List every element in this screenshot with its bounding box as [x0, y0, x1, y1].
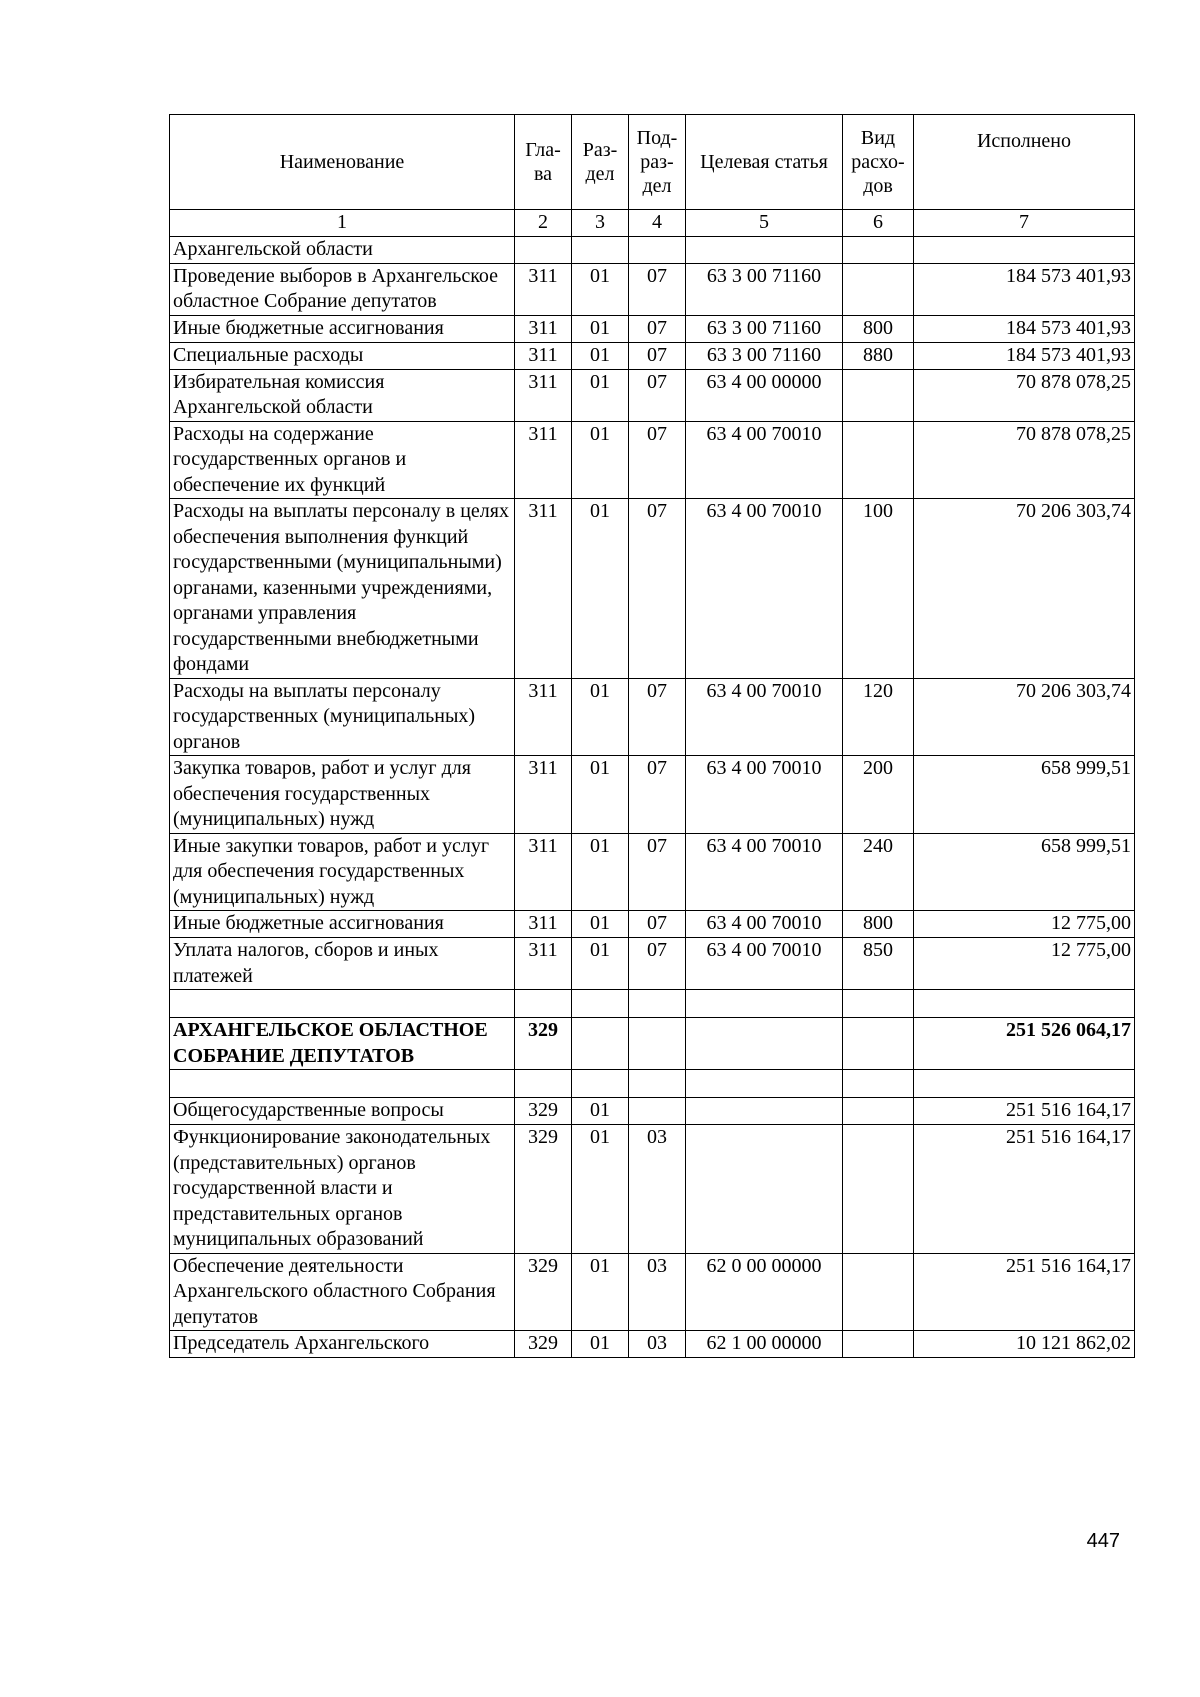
row-vid — [843, 263, 914, 315]
header-vid: Вид расхо- дов — [843, 115, 914, 210]
row-amount: 658 999,51 — [914, 833, 1135, 911]
row-statya: 63 3 00 71160 — [686, 263, 843, 315]
table-row — [170, 1125, 1135, 1254]
row-amount: 251 516 164,17 — [914, 1098, 1135, 1125]
column-number: 5 — [686, 210, 843, 237]
row-podrazdel: 07 — [629, 342, 686, 369]
row-vid: 880 — [843, 342, 914, 369]
table-row-total — [170, 1018, 1135, 1070]
row-amount: 251 526 064,17 — [914, 1018, 1135, 1070]
row-vid — [843, 236, 914, 263]
row-vid: 120 — [843, 678, 914, 756]
row-statya — [686, 1070, 843, 1098]
row-vid — [843, 1331, 914, 1358]
table-row-blank — [170, 990, 1135, 1018]
row-name: Расходы на выплаты персоналу государственных (муниципальных) органов — [170, 678, 515, 756]
table-row — [170, 369, 1135, 421]
row-razdel: 01 — [572, 315, 629, 342]
row-podrazdel: 03 — [629, 1253, 686, 1331]
row-name: Иные бюджетные ассигнования — [170, 315, 515, 342]
row-glava: 311 — [515, 315, 572, 342]
row-razdel: 01 — [572, 911, 629, 938]
row-glava: 329 — [515, 1125, 572, 1254]
row-razdel: 01 — [572, 1125, 629, 1254]
row-glava: 329 — [515, 1018, 572, 1070]
row-glava: 329 — [515, 1098, 572, 1125]
row-podrazdel: 03 — [629, 1331, 686, 1358]
row-glava: 311 — [515, 421, 572, 499]
row-name: Архангельской области — [170, 236, 515, 263]
row-statya: 63 4 00 70010 — [686, 833, 843, 911]
row-razdel: 01 — [572, 1098, 629, 1125]
row-amount: 251 516 164,17 — [914, 1253, 1135, 1331]
header-razdel: Раз- дел — [572, 115, 629, 210]
row-razdel: 01 — [572, 1331, 629, 1358]
column-number: 2 — [515, 210, 572, 237]
row-glava: 311 — [515, 938, 572, 990]
row-vid: 850 — [843, 938, 914, 990]
table-row-blank — [170, 1070, 1135, 1098]
row-razdel: 01 — [572, 369, 629, 421]
row-amount: 70 878 078,25 — [914, 369, 1135, 421]
row-vid — [843, 1018, 914, 1070]
row-name: Избирательная комиссия Архангельской области — [170, 369, 515, 421]
row-amount: 12 775,00 — [914, 911, 1135, 938]
row-razdel — [572, 1070, 629, 1098]
row-amount — [914, 236, 1135, 263]
row-vid — [843, 1098, 914, 1125]
column-number: 7 — [914, 210, 1135, 237]
row-statya: 63 4 00 70010 — [686, 756, 843, 834]
table-row — [170, 1098, 1135, 1125]
table-row — [170, 1331, 1135, 1358]
row-vid — [843, 1125, 914, 1254]
row-name — [170, 990, 515, 1018]
table-row — [170, 833, 1135, 911]
row-glava: 311 — [515, 911, 572, 938]
row-name — [170, 1070, 515, 1098]
row-vid — [843, 421, 914, 499]
row-name: Расходы на содержание государственных органов и обеспечение их функций — [170, 421, 515, 499]
header-row — [170, 115, 1135, 210]
row-glava: 311 — [515, 833, 572, 911]
row-podrazdel: 07 — [629, 369, 686, 421]
row-amount: 184 573 401,93 — [914, 342, 1135, 369]
header-statya: Целевая статья — [686, 115, 843, 210]
page-number: 447 — [1086, 1530, 1120, 1552]
header-glava: Гла- ва — [515, 115, 572, 210]
row-name: Закупка товаров, работ и услуг для обеспечения государственных (муниципальных) нужд — [170, 756, 515, 834]
column-number: 1 — [170, 210, 515, 237]
row-statya — [686, 1125, 843, 1254]
header-name: Наименование — [170, 115, 515, 210]
row-vid: 800 — [843, 911, 914, 938]
row-razdel: 01 — [572, 678, 629, 756]
row-glava: 311 — [515, 369, 572, 421]
table-row — [170, 756, 1135, 834]
row-podrazdel — [629, 236, 686, 263]
row-name: Председатель Архангельского — [170, 1331, 515, 1358]
row-vid — [843, 1253, 914, 1331]
table-row — [170, 678, 1135, 756]
row-statya — [686, 236, 843, 263]
table-row — [170, 911, 1135, 938]
row-name: Общегосударственные вопросы — [170, 1098, 515, 1125]
row-razdel: 01 — [572, 499, 629, 679]
table-row — [170, 938, 1135, 990]
row-statya: 63 4 00 70010 — [686, 938, 843, 990]
row-statya: 62 0 00 00000 — [686, 1253, 843, 1331]
row-name: Уплата налогов, сборов и иных платежей — [170, 938, 515, 990]
row-statya — [686, 990, 843, 1018]
row-podrazdel: 07 — [629, 421, 686, 499]
row-statya: 63 3 00 71160 — [686, 342, 843, 369]
row-name: Функционирование законодательных (представительных) органов государственной власти и представительных органов муниципальных образований — [170, 1125, 515, 1254]
row-amount: 70 206 303,74 — [914, 678, 1135, 756]
row-glava: 311 — [515, 342, 572, 369]
row-vid: 240 — [843, 833, 914, 911]
row-statya — [686, 1018, 843, 1070]
row-statya: 63 3 00 71160 — [686, 315, 843, 342]
row-glava: 311 — [515, 499, 572, 679]
row-name: Иные закупки товаров, работ и услуг для обеспечения государственных (муниципальных) нужд — [170, 833, 515, 911]
row-statya: 63 4 00 00000 — [686, 369, 843, 421]
table-row — [170, 499, 1135, 679]
row-podrazdel: 03 — [629, 1125, 686, 1254]
row-vid: 200 — [843, 756, 914, 834]
column-number: 6 — [843, 210, 914, 237]
row-statya: 63 4 00 70010 — [686, 499, 843, 679]
row-statya: 63 4 00 70010 — [686, 421, 843, 499]
column-number-row — [170, 210, 1135, 237]
row-amount — [914, 990, 1135, 1018]
row-razdel — [572, 990, 629, 1018]
row-glava — [515, 236, 572, 263]
row-podrazdel: 07 — [629, 315, 686, 342]
table-row — [170, 263, 1135, 315]
row-glava: 329 — [515, 1331, 572, 1358]
row-razdel: 01 — [572, 833, 629, 911]
row-podrazdel: 07 — [629, 911, 686, 938]
row-statya: 63 4 00 70010 — [686, 678, 843, 756]
row-vid: 800 — [843, 315, 914, 342]
row-razdel: 01 — [572, 756, 629, 834]
row-razdel — [572, 1018, 629, 1070]
row-glava — [515, 1070, 572, 1098]
row-amount: 12 775,00 — [914, 938, 1135, 990]
table-row — [170, 342, 1135, 369]
row-glava: 311 — [515, 263, 572, 315]
row-podrazdel: 07 — [629, 263, 686, 315]
row-razdel: 01 — [572, 342, 629, 369]
table-body — [170, 210, 1135, 1358]
row-statya — [686, 1098, 843, 1125]
row-name: Расходы на выплаты персоналу в целях обеспечения выполнения функций государственными (муниципальными) органами, казенными учреждениями, органами управления государственными внебюджетными фондами — [170, 499, 515, 679]
row-razdel: 01 — [572, 1253, 629, 1331]
row-razdel — [572, 236, 629, 263]
row-vid — [843, 369, 914, 421]
row-amount — [914, 1070, 1135, 1098]
row-statya: 62 1 00 00000 — [686, 1331, 843, 1358]
header-podrazdel: Под- раз- дел — [629, 115, 686, 210]
column-number: 4 — [629, 210, 686, 237]
row-podrazdel: 07 — [629, 833, 686, 911]
header-amount: Исполнено — [914, 115, 1135, 210]
row-name: Проведение выборов в Архангельское областное Собрание депутатов — [170, 263, 515, 315]
row-amount: 251 516 164,17 — [914, 1125, 1135, 1254]
row-amount: 70 878 078,25 — [914, 421, 1135, 499]
row-podrazdel — [629, 1098, 686, 1125]
row-name: Специальные расходы — [170, 342, 515, 369]
row-podrazdel — [629, 990, 686, 1018]
row-amount: 658 999,51 — [914, 756, 1135, 834]
row-razdel: 01 — [572, 421, 629, 499]
row-podrazdel: 07 — [629, 678, 686, 756]
row-vid — [843, 990, 914, 1018]
table-row — [170, 421, 1135, 499]
row-amount: 184 573 401,93 — [914, 263, 1135, 315]
row-podrazdel: 07 — [629, 938, 686, 990]
row-name: Обеспечение деятельности Архангельского областного Собрания депутатов — [170, 1253, 515, 1331]
row-glava: 329 — [515, 1253, 572, 1331]
row-podrazdel: 07 — [629, 499, 686, 679]
row-glava: 311 — [515, 678, 572, 756]
row-name: АРХАНГЕЛЬСКОЕ ОБЛАСТНОЕ СОБРАНИЕ ДЕПУТАТОВ — [170, 1018, 515, 1070]
row-razdel: 01 — [572, 938, 629, 990]
table-row — [170, 236, 1135, 263]
budget-table — [169, 114, 1135, 1358]
row-podrazdel — [629, 1018, 686, 1070]
row-glava — [515, 990, 572, 1018]
table-row — [170, 315, 1135, 342]
row-amount: 70 206 303,74 — [914, 499, 1135, 679]
row-amount: 10 121 862,02 — [914, 1331, 1135, 1358]
row-glava: 311 — [515, 756, 572, 834]
row-amount: 184 573 401,93 — [914, 315, 1135, 342]
column-number: 3 — [572, 210, 629, 237]
row-vid — [843, 1070, 914, 1098]
row-name: Иные бюджетные ассигнования — [170, 911, 515, 938]
row-podrazdel: 07 — [629, 756, 686, 834]
row-vid: 100 — [843, 499, 914, 679]
row-podrazdel — [629, 1070, 686, 1098]
row-razdel: 01 — [572, 263, 629, 315]
row-statya: 63 4 00 70010 — [686, 911, 843, 938]
table-row — [170, 1253, 1135, 1331]
